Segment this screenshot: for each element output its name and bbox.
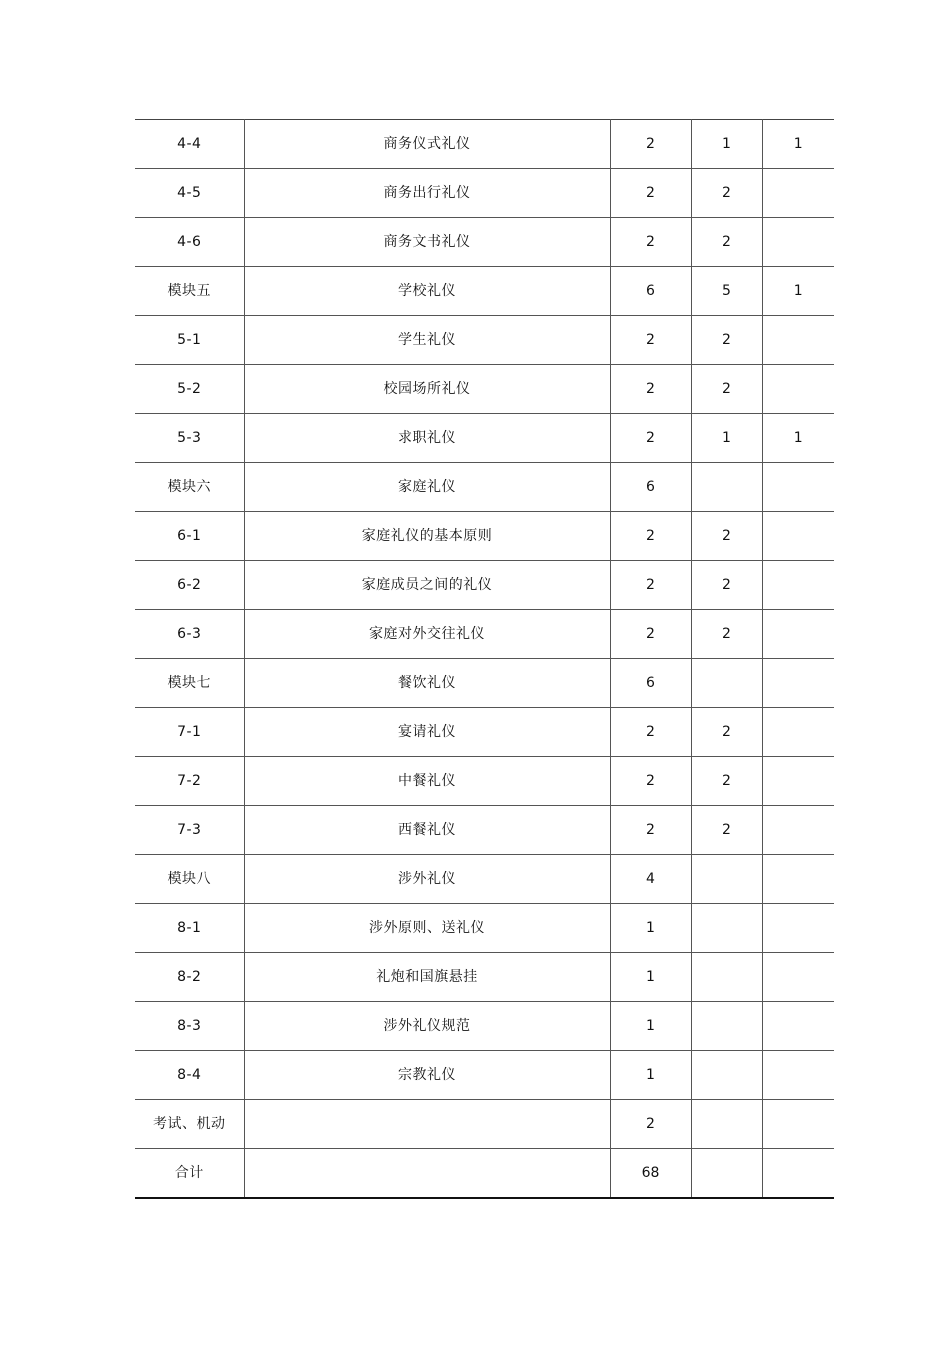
row-theory-cell: 2 bbox=[691, 610, 762, 659]
table-row bbox=[135, 169, 834, 218]
row-practice-cell bbox=[762, 708, 834, 757]
row-code-cell: 6-1 bbox=[135, 512, 244, 561]
table-row bbox=[135, 1051, 834, 1100]
row-code-cell: 模块六 bbox=[135, 463, 244, 512]
row-hours-cell: 1 bbox=[610, 953, 691, 1002]
course-hours-table bbox=[135, 119, 834, 1199]
row-code-cell: 8-3 bbox=[135, 1002, 244, 1051]
row-practice-cell: 1 bbox=[762, 120, 834, 169]
row-practice-cell bbox=[762, 904, 834, 953]
row-code-cell: 6-2 bbox=[135, 561, 244, 610]
row-practice-cell bbox=[762, 561, 834, 610]
table-row-exam bbox=[135, 1100, 834, 1149]
row-practice-cell bbox=[762, 1100, 834, 1149]
row-code-cell: 7-3 bbox=[135, 806, 244, 855]
row-code-cell: 4-5 bbox=[135, 169, 244, 218]
row-code-cell: 合计 bbox=[174, 1164, 204, 1181]
row-title-cell bbox=[244, 1100, 610, 1149]
table-row bbox=[135, 120, 834, 169]
table-row bbox=[135, 1002, 834, 1051]
row-hours-cell: 1 bbox=[610, 904, 691, 953]
row-code-cell: 模块五 bbox=[135, 267, 244, 316]
row-hours-cell: 2 bbox=[610, 512, 691, 561]
row-hours-cell: 2 bbox=[610, 169, 691, 218]
row-title-cell: 西餐礼仪 bbox=[244, 806, 610, 855]
row-title-cell: 商务出行礼仪 bbox=[244, 169, 610, 218]
table-row-total bbox=[135, 1149, 834, 1199]
row-practice-cell: 1 bbox=[762, 267, 834, 316]
row-hours-cell: 6 bbox=[610, 267, 691, 316]
row-theory-cell bbox=[691, 1100, 762, 1149]
row-theory-cell: 5 bbox=[691, 267, 762, 316]
table-row bbox=[135, 561, 834, 610]
table-row bbox=[135, 512, 834, 561]
row-practice-cell bbox=[762, 757, 834, 806]
row-code-cell: 5-1 bbox=[135, 316, 244, 365]
row-hours-cell: 2 bbox=[610, 708, 691, 757]
table-row bbox=[135, 953, 834, 1002]
row-theory-cell bbox=[691, 904, 762, 953]
row-title-cell: 家庭成员之间的礼仪 bbox=[244, 561, 610, 610]
row-hours-cell: 2 bbox=[610, 806, 691, 855]
row-theory-cell: 2 bbox=[691, 708, 762, 757]
table-row-module bbox=[135, 463, 834, 512]
row-hours-cell: 2 bbox=[610, 414, 691, 463]
row-theory-cell: 1 bbox=[691, 120, 762, 169]
row-practice-cell bbox=[762, 169, 834, 218]
row-theory-cell: 2 bbox=[691, 316, 762, 365]
row-practice-cell: 1 bbox=[762, 414, 834, 463]
row-practice-cell bbox=[762, 463, 834, 512]
table-row-module bbox=[135, 267, 834, 316]
table-row bbox=[135, 708, 834, 757]
row-hours-cell: 6 bbox=[610, 463, 691, 512]
row-practice-cell bbox=[762, 806, 834, 855]
table-row bbox=[135, 757, 834, 806]
row-code-cell: 5-2 bbox=[135, 365, 244, 414]
row-title-cell: 涉外礼仪 bbox=[244, 855, 610, 904]
row-practice-cell bbox=[762, 316, 834, 365]
row-theory-cell bbox=[691, 659, 762, 708]
table-row bbox=[135, 904, 834, 953]
row-code-cell: 模块七 bbox=[135, 659, 244, 708]
row-practice-cell bbox=[762, 855, 834, 904]
row-title-cell: 餐饮礼仪 bbox=[244, 659, 610, 708]
row-practice-cell bbox=[762, 659, 834, 708]
table-row-module bbox=[135, 855, 834, 904]
row-hours-cell: 1 bbox=[610, 1002, 691, 1051]
row-title-cell: 商务文书礼仪 bbox=[244, 218, 610, 267]
row-code-cell: 7-2 bbox=[135, 757, 244, 806]
row-hours-cell: 2 bbox=[610, 316, 691, 365]
row-practice-cell bbox=[762, 610, 834, 659]
row-theory-cell: 2 bbox=[691, 561, 762, 610]
row-theory-cell bbox=[691, 463, 762, 512]
row-code-cell: 5-3 bbox=[135, 414, 244, 463]
row-title-cell: 中餐礼仪 bbox=[244, 757, 610, 806]
row-theory-cell: 2 bbox=[691, 169, 762, 218]
row-practice-cell bbox=[762, 1051, 834, 1100]
row-hours-cell: 1 bbox=[610, 1051, 691, 1100]
row-title-cell: 涉外礼仪规范 bbox=[244, 1002, 610, 1051]
row-hours-cell: 2 bbox=[610, 120, 691, 169]
row-theory-cell: 2 bbox=[691, 757, 762, 806]
table-row-module bbox=[135, 659, 834, 708]
table-row bbox=[135, 806, 834, 855]
row-hours-cell: 2 bbox=[610, 1100, 691, 1149]
row-hours-cell: 2 bbox=[610, 757, 691, 806]
row-title-cell: 求职礼仪 bbox=[244, 414, 610, 463]
row-code-cell: 4-6 bbox=[135, 218, 244, 267]
row-title-cell: 商务仪式礼仪 bbox=[244, 120, 610, 169]
row-practice-cell bbox=[762, 1002, 834, 1051]
row-title-cell: 学生礼仪 bbox=[244, 316, 610, 365]
table-row bbox=[135, 414, 834, 463]
row-practice-cell bbox=[762, 218, 834, 267]
row-title-cell bbox=[244, 1149, 610, 1199]
row-practice-cell bbox=[762, 365, 834, 414]
table-row bbox=[135, 610, 834, 659]
row-code-cell: 4-4 bbox=[135, 120, 244, 169]
row-title-cell: 家庭礼仪的基本原则 bbox=[244, 512, 610, 561]
row-theory-cell: 1 bbox=[691, 414, 762, 463]
row-theory-cell: 2 bbox=[691, 806, 762, 855]
row-theory-cell bbox=[691, 855, 762, 904]
row-code-cell: 考试、机动 bbox=[135, 1100, 244, 1149]
row-hours-cell: 6 bbox=[610, 659, 691, 708]
row-practice-cell bbox=[762, 512, 834, 561]
row-hours-cell: 4 bbox=[610, 855, 691, 904]
row-theory-cell: 2 bbox=[691, 365, 762, 414]
table-row bbox=[135, 316, 834, 365]
row-hours-cell: 2 bbox=[610, 610, 691, 659]
row-hours-cell: 2 bbox=[610, 561, 691, 610]
row-theory-cell bbox=[691, 1149, 762, 1199]
row-theory-cell: 2 bbox=[691, 512, 762, 561]
row-title-cell: 宴请礼仪 bbox=[244, 708, 610, 757]
row-code-cell: 7-1 bbox=[135, 708, 244, 757]
row-title-cell: 校园场所礼仪 bbox=[244, 365, 610, 414]
row-hours-cell: 2 bbox=[610, 365, 691, 414]
row-title-cell: 学校礼仪 bbox=[244, 267, 610, 316]
row-theory-cell bbox=[691, 953, 762, 1002]
row-code-cell: 模块八 bbox=[135, 855, 244, 904]
row-hours-cell: 68 bbox=[610, 1149, 691, 1199]
row-code-cell: 8-4 bbox=[135, 1051, 244, 1100]
row-code-cell: 6-3 bbox=[135, 610, 244, 659]
row-code-cell: 8-2 bbox=[135, 953, 244, 1002]
row-theory-cell: 2 bbox=[691, 218, 762, 267]
row-practice-cell bbox=[762, 953, 834, 1002]
row-title-cell: 宗教礼仪 bbox=[244, 1051, 610, 1100]
row-title-cell: 礼炮和国旗悬挂 bbox=[244, 953, 610, 1002]
row-hours-cell: 2 bbox=[610, 218, 691, 267]
table-row bbox=[135, 365, 834, 414]
row-code-cell: 8-1 bbox=[135, 904, 244, 953]
row-title-cell: 家庭礼仪 bbox=[244, 463, 610, 512]
row-practice-cell bbox=[762, 1149, 834, 1199]
row-theory-cell bbox=[691, 1002, 762, 1051]
row-theory-cell bbox=[691, 1051, 762, 1100]
row-title-cell: 家庭对外交往礼仪 bbox=[244, 610, 610, 659]
row-title-cell: 涉外原则、送礼仪 bbox=[244, 904, 610, 953]
table-row bbox=[135, 218, 834, 267]
